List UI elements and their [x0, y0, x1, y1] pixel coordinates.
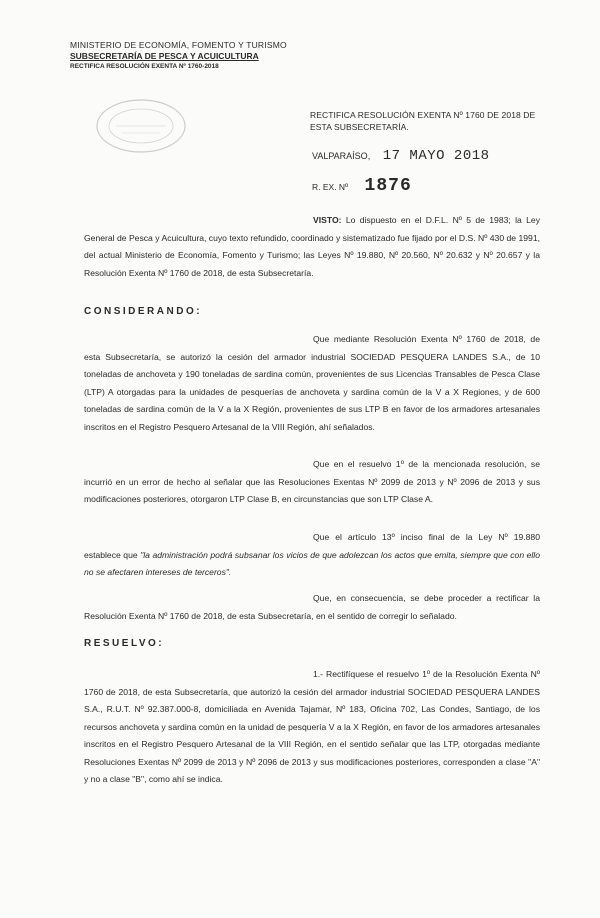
considerando-heading: CONSIDERANDO:: [84, 306, 203, 317]
visto-lead: VISTO:: [313, 215, 342, 225]
articulo-paragraph: [84, 529, 540, 582]
place-and-date: [312, 148, 490, 164]
resolution-number: [312, 176, 412, 196]
letterhead: [70, 40, 287, 72]
rex-number: 1876: [364, 176, 412, 196]
considerando-paragraph-2: Que en el resuelvo 1º de la mencionada resolución, se incurrió en un error de hecho al señalar que las Resoluciones Exentas Nº 2099 de 2013 y Nº 2096 de 2013 y sus modificaciones posteriores, otorgaron LTP Clase B, en circunstancias que son LTP Clase A.: [84, 459, 540, 504]
considerando-paragraph-1: Que mediante Resolución Exenta Nº 1760 de 2018, de esta Subsecretaría, se autorizó la cesión del armador industrial SOCIEDAD PESQUERA LANDES S.A., de 10 toneladas de anchoveta y 190 toneladas de sardina común, provenientes de sus Licencias Transables de Pesca Clase (LTP) A otorgadas para la unidades de pesquerías de anchoveta y sardina común de la V a X Regiones, y de 600 toneladas de sardina común de la V a la X Región, provenientes de sus LTP B en favor de los armadores artesanales inscritos en el Registro Pesquero Artesanal de la VIII Región, ahí señalados.: [84, 334, 540, 432]
visto-text: Lo dispuesto en el D.F.L. Nº 5 de 1983; la Ley General de Pesca y Acuicultura, cuyo texto refundido, coordinado y sistematizado fue fijado por el D.S. Nº 430 de 1991, del actual Ministerio de Economía, Fomento y Turismo; las Leyes Nº 19.880, Nº 20.560, Nº 20.632 y Nº 20.657 y la Resolución Exenta Nº 1760 de 2018, de esta Subsecretaría.: [84, 215, 540, 278]
document-reference: RECTIFICA RESOLUCIÓN EXENTA Nº 1760-2018: [70, 63, 219, 70]
articulo-quote: "la administración podrá subsanar los vicios de que adolezcan los actos que emita, siempre que con ello no se afectaren intereses de terceros".: [84, 549, 541, 577]
subsecretaria-name: SUBSECRETARÍA DE PESCA Y ACUICULTURA: [70, 51, 259, 61]
resuelvo-heading: RESUELVO:: [84, 638, 165, 649]
place: VALPARAÍSO,: [312, 151, 371, 161]
rex-label: R. EX. Nº: [312, 182, 349, 192]
resolution-subject: RECTIFICA RESOLUCIÓN EXENTA Nº 1760 DE 2018 DE ESTA SUBSECRETARÍA.: [310, 110, 536, 132]
visto-paragraph: [84, 212, 540, 282]
resuelvo-paragraph-1: 1.- Rectifíquese el resuelvo 1º de la Resolución Exenta Nº 1760 de 2018, de esta Subsecretaría, que autorizó la cesión del armador industrial SOCIEDAD PESQUERA LANDES S.A., R.U.T. Nº 92.387.000-8, domiciliada en Avenida Tajamar, Nº 183, Oficina 702, Las Condes, Santiago, de los recursos anchoveta y sardina común en la unidad de pesquería V a la X Región, en favor de los armadores artesanales inscritos en el Registro Pesquero Artesanal de la VIII Región, en el sentido señalar que las LTP, otorgadas mediante Resoluciones Exentas Nº 2099 de 2013 y Nº 2096 de 2013 y sus modificaciones posteriores, corresponden a clase "A" y no a clase "B", como ahí se indica.: [84, 669, 540, 784]
ministry-name: MINISTERIO DE ECONOMÍA, FOMENTO Y TURISMO: [70, 40, 287, 50]
articulo-text: Que el artículo 13º inciso final de la Ley Nº 19.880 establece que: [84, 532, 540, 560]
official-stamp: [92, 95, 190, 157]
issue-date: 17 MAYO 2018: [382, 148, 490, 164]
consecuencia-paragraph: Que, en consecuencia, se debe proceder a rectificar la Resolución Exenta Nº 1760 de 2018, de esta Subsecretaría, en el sentido de corregir lo señalado.: [84, 593, 540, 621]
